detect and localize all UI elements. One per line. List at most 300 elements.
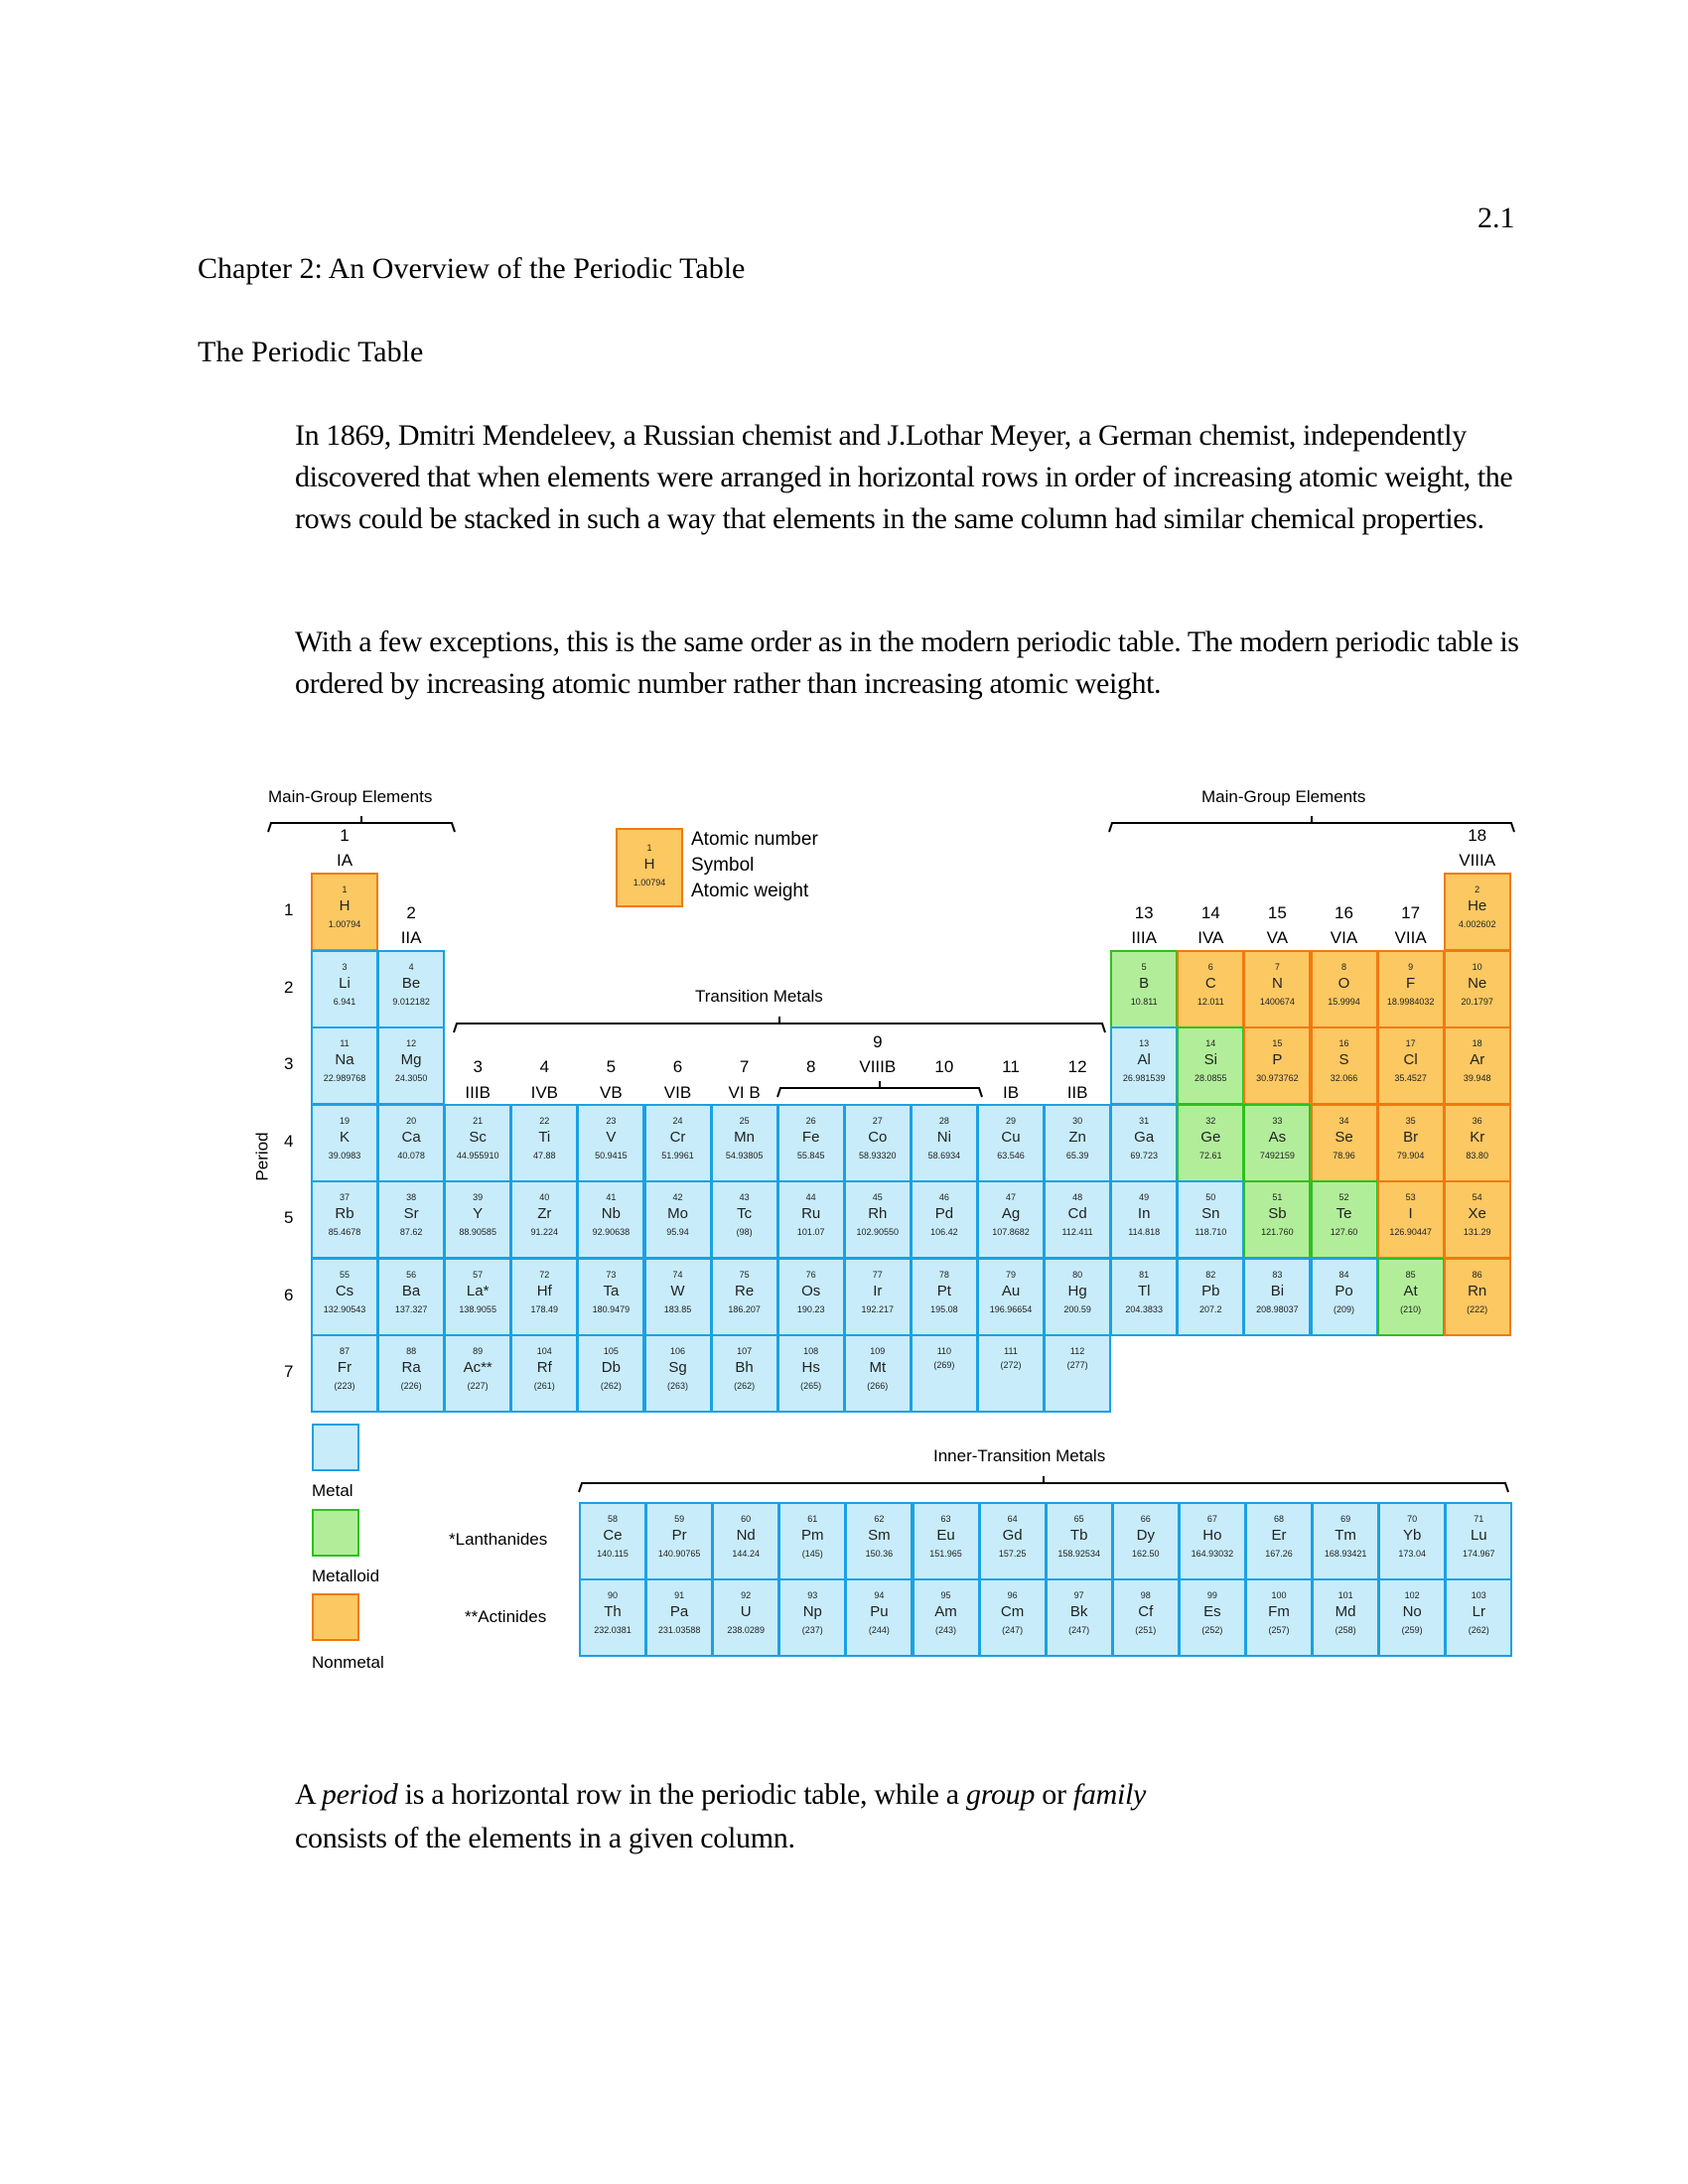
element-symbol: Mo bbox=[667, 1205, 688, 1222]
element-cell bbox=[579, 1578, 646, 1657]
atomic-number: 103 bbox=[1471, 1590, 1486, 1600]
key-label-symbol: Symbol bbox=[691, 855, 755, 876]
atomic-weight: (226) bbox=[400, 1381, 422, 1391]
atomic-weight: 39.948 bbox=[1463, 1073, 1491, 1083]
element-symbol: Rn bbox=[1468, 1282, 1487, 1299]
atomic-weight: 232.0381 bbox=[594, 1625, 632, 1635]
atomic-number: 23 bbox=[606, 1115, 617, 1126]
atomic-number: 80 bbox=[1072, 1269, 1083, 1280]
paragraph-modern-order: With a few exceptions, this is the same order as in the modern periodic table. The modern periodic table is ordered by increasing atomic number rather than increasing atomic weight. bbox=[295, 625, 1519, 700]
element-symbol: Dy bbox=[1136, 1527, 1155, 1544]
group-number: 1 bbox=[340, 826, 350, 845]
element-symbol: Co bbox=[868, 1128, 888, 1146]
legend-metal-swatch bbox=[312, 1424, 359, 1471]
atomic-number: 110 bbox=[936, 1346, 952, 1356]
element-cell bbox=[844, 1104, 912, 1182]
atomic-weight: (261) bbox=[533, 1381, 555, 1391]
atomic-number: 68 bbox=[1273, 1514, 1284, 1524]
element-cell bbox=[777, 1258, 845, 1336]
element-cell bbox=[311, 873, 378, 951]
atomic-weight: 1400674 bbox=[1259, 996, 1295, 1007]
group-number: 7 bbox=[739, 1057, 750, 1076]
group-roman-label: IIIB bbox=[465, 1083, 491, 1102]
atomic-weight: 47.88 bbox=[533, 1150, 556, 1160]
atomic-weight: 9.012182 bbox=[392, 996, 430, 1007]
atomic-number: 15 bbox=[1272, 1038, 1283, 1048]
element-cell bbox=[311, 1334, 378, 1413]
element-symbol: No bbox=[1402, 1603, 1422, 1620]
page-number: 2.1 bbox=[1477, 202, 1515, 234]
atomic-weight: 140.115 bbox=[597, 1549, 629, 1559]
group-roman-label: VIIA bbox=[1394, 928, 1427, 947]
element-cell bbox=[577, 1258, 644, 1336]
atomic-number: 22 bbox=[539, 1115, 550, 1126]
atomic-weight: (210) bbox=[1400, 1303, 1422, 1314]
atomic-weight: 87.62 bbox=[399, 1227, 423, 1237]
atomic-number: 88 bbox=[406, 1346, 417, 1356]
legend-metalloid-label: Metalloid bbox=[312, 1567, 380, 1585]
atomic-number: 66 bbox=[1140, 1514, 1151, 1524]
element-cell bbox=[1046, 1578, 1113, 1657]
element-symbol: Cd bbox=[1067, 1205, 1087, 1222]
atomic-number: 78 bbox=[938, 1269, 949, 1280]
atomic-weight: (262) bbox=[600, 1381, 622, 1391]
atomic-weight: 162.50 bbox=[1132, 1549, 1160, 1559]
atomic-weight: 55.845 bbox=[796, 1150, 825, 1160]
atomic-weight: 20.1797 bbox=[1461, 996, 1493, 1007]
element-cell bbox=[311, 1258, 378, 1336]
atomic-weight: (243) bbox=[934, 1625, 956, 1635]
element-cell bbox=[1110, 1104, 1178, 1182]
element-cell bbox=[444, 1258, 511, 1336]
atomic-number: 102 bbox=[1404, 1590, 1420, 1600]
atomic-number: 56 bbox=[406, 1269, 417, 1280]
group-number: 17 bbox=[1401, 903, 1421, 922]
element-cell bbox=[1377, 1258, 1445, 1336]
element-cell bbox=[1445, 1502, 1512, 1580]
element-symbol: Fe bbox=[801, 1128, 820, 1146]
atomic-number: 14 bbox=[1205, 1038, 1216, 1048]
atomic-weight: (263) bbox=[666, 1381, 688, 1391]
element-cell bbox=[311, 1026, 378, 1105]
group-roman-label: VA bbox=[1266, 928, 1289, 947]
element-symbol: Rb bbox=[335, 1205, 354, 1222]
atomic-number: 108 bbox=[803, 1346, 819, 1356]
paragraph-period-definition bbox=[295, 1773, 1146, 1860]
element-cell bbox=[444, 1180, 511, 1259]
atomic-number: 85 bbox=[1405, 1269, 1416, 1280]
element-cell bbox=[1112, 1578, 1180, 1657]
atomic-number: 35 bbox=[1405, 1115, 1416, 1126]
group-number: 6 bbox=[672, 1057, 683, 1076]
atomic-weight: (258) bbox=[1335, 1625, 1356, 1635]
element-cell bbox=[1046, 1502, 1113, 1580]
group-roman-label: VI B bbox=[728, 1083, 761, 1102]
element-cell bbox=[778, 1502, 846, 1580]
atomic-weight: (265) bbox=[800, 1381, 822, 1391]
atomic-weight: 208.98037 bbox=[1256, 1303, 1299, 1314]
atomic-weight: 12.011 bbox=[1196, 996, 1224, 1007]
atomic-number: 29 bbox=[1005, 1115, 1016, 1126]
group-roman-label: IVB bbox=[530, 1083, 558, 1102]
atomic-weight: 28.0855 bbox=[1195, 1073, 1227, 1083]
element-symbol: Ne bbox=[1468, 974, 1487, 992]
element-cell bbox=[644, 1334, 712, 1413]
group-roman-label: IVA bbox=[1197, 928, 1224, 947]
element-cell bbox=[778, 1578, 846, 1657]
atomic-number: 34 bbox=[1338, 1115, 1349, 1126]
atomic-number: 16 bbox=[1338, 1038, 1349, 1048]
element-symbol: Na bbox=[335, 1051, 354, 1068]
atomic-weight: 30.973762 bbox=[1256, 1073, 1299, 1083]
element-cell bbox=[1044, 1258, 1111, 1336]
element-cell bbox=[311, 950, 378, 1028]
atomic-weight: 101.07 bbox=[796, 1227, 825, 1237]
atomic-number: 112 bbox=[1069, 1346, 1085, 1356]
term-period: period bbox=[321, 1778, 398, 1811]
element-symbol: Cr bbox=[669, 1128, 686, 1146]
element-symbol: Tc bbox=[737, 1205, 753, 1222]
atomic-number: 86 bbox=[1472, 1269, 1482, 1280]
atomic-weight: (145) bbox=[801, 1549, 823, 1559]
atomic-weight: 1.00794 bbox=[328, 919, 361, 929]
atomic-number: 89 bbox=[473, 1346, 484, 1356]
atomic-number: 30 bbox=[1072, 1115, 1083, 1126]
element-cell bbox=[1243, 1258, 1311, 1336]
element-cell bbox=[311, 1104, 378, 1182]
group-number: 5 bbox=[606, 1057, 617, 1076]
element-cell bbox=[1311, 1026, 1378, 1105]
element-symbol: Sr bbox=[403, 1205, 419, 1222]
atomic-number: 25 bbox=[739, 1115, 750, 1126]
element-symbol: Ce bbox=[603, 1527, 623, 1544]
period-number: 3 bbox=[284, 1054, 294, 1073]
element-symbol: Yb bbox=[1403, 1527, 1422, 1544]
element-symbol: Ti bbox=[538, 1128, 551, 1146]
element-symbol: Bh bbox=[735, 1359, 754, 1376]
element-cell bbox=[1044, 1104, 1111, 1182]
atomic-number: 21 bbox=[473, 1115, 484, 1126]
atomic-weight: 180.9479 bbox=[592, 1303, 631, 1314]
atomic-weight: 200.59 bbox=[1063, 1303, 1091, 1314]
bracket-transition bbox=[454, 1017, 1105, 1032]
atomic-number: 46 bbox=[938, 1192, 949, 1202]
atomic-number: 18 bbox=[1472, 1038, 1482, 1048]
element-symbol: Ac** bbox=[463, 1359, 492, 1376]
element-cell bbox=[577, 1104, 644, 1182]
atomic-number: 50 bbox=[1205, 1192, 1216, 1202]
element-cell bbox=[911, 1104, 978, 1182]
atomic-weight: 58.93320 bbox=[859, 1150, 897, 1160]
element-cell bbox=[1312, 1502, 1379, 1580]
element-symbol: Pr bbox=[671, 1527, 687, 1544]
element-cell bbox=[1377, 1180, 1445, 1259]
element-cell bbox=[1378, 1578, 1446, 1657]
group-number: 18 bbox=[1468, 826, 1487, 845]
element-symbol: P bbox=[1272, 1051, 1283, 1068]
element-symbol: Th bbox=[604, 1603, 622, 1620]
element-symbol: Xe bbox=[1468, 1205, 1486, 1222]
atomic-weight: 167.26 bbox=[1265, 1549, 1293, 1559]
atomic-weight: (209) bbox=[1333, 1303, 1354, 1314]
atomic-number: 49 bbox=[1139, 1192, 1150, 1202]
term-group: group bbox=[966, 1778, 1036, 1811]
atomic-weight: 112.411 bbox=[1061, 1227, 1093, 1237]
atomic-number: 74 bbox=[672, 1269, 683, 1280]
element-symbol: B bbox=[1139, 974, 1150, 992]
atomic-weight: 32.066 bbox=[1330, 1073, 1358, 1083]
atomic-weight: 151.965 bbox=[929, 1549, 962, 1559]
element-symbol: Cl bbox=[1403, 1051, 1418, 1068]
element-symbol: Md bbox=[1335, 1603, 1356, 1620]
element-cell bbox=[711, 1104, 778, 1182]
period-number: 4 bbox=[284, 1131, 294, 1151]
atomic-number: 4 bbox=[408, 961, 414, 972]
atomic-weight: 126.90447 bbox=[1389, 1227, 1432, 1237]
element-symbol: Eu bbox=[936, 1527, 955, 1544]
atomic-weight: 95.94 bbox=[666, 1227, 689, 1237]
atomic-weight: 4.002602 bbox=[1458, 919, 1496, 929]
atomic-number: 43 bbox=[739, 1192, 750, 1202]
atomic-weight: 10.811 bbox=[1130, 996, 1158, 1007]
element-cell bbox=[510, 1104, 578, 1182]
element-symbol: Ar bbox=[1470, 1051, 1485, 1068]
element-cell bbox=[1177, 1258, 1244, 1336]
atomic-number: 107 bbox=[737, 1346, 753, 1356]
element-symbol: Nd bbox=[736, 1527, 756, 1544]
atomic-number: 47 bbox=[1005, 1192, 1016, 1202]
atomic-weight: 22.989768 bbox=[323, 1073, 366, 1083]
atomic-weight: 144.24 bbox=[732, 1549, 760, 1559]
group-number: 14 bbox=[1200, 903, 1220, 922]
atomic-number: 5 bbox=[1141, 961, 1147, 972]
atomic-number: 101 bbox=[1337, 1590, 1353, 1600]
atomic-number: 19 bbox=[339, 1115, 350, 1126]
element-cell bbox=[711, 1334, 778, 1413]
element-symbol: Ga bbox=[1134, 1128, 1155, 1146]
element-symbol: Po bbox=[1335, 1282, 1353, 1299]
group-roman-label: IA bbox=[336, 851, 353, 870]
section-title: The Periodic Table bbox=[198, 336, 424, 368]
element-symbol: Hs bbox=[801, 1359, 820, 1376]
element-cell bbox=[1110, 1258, 1178, 1336]
atomic-number: 26 bbox=[805, 1115, 816, 1126]
element-cell bbox=[1444, 1026, 1511, 1105]
atomic-weight: 138.9055 bbox=[459, 1303, 496, 1314]
element-cell bbox=[1311, 950, 1378, 1028]
atomic-number: 77 bbox=[872, 1269, 883, 1280]
atomic-weight: 102.90550 bbox=[856, 1227, 900, 1237]
atomic-weight: 157.25 bbox=[998, 1549, 1027, 1559]
atomic-number: 39 bbox=[473, 1192, 484, 1202]
atomic-number: 84 bbox=[1338, 1269, 1349, 1280]
atomic-weight: 107.8682 bbox=[992, 1227, 1030, 1237]
element-cell bbox=[577, 1180, 644, 1259]
element-symbol: Zn bbox=[1068, 1128, 1086, 1146]
element-symbol: Tm bbox=[1335, 1527, 1356, 1544]
element-cell bbox=[1311, 1104, 1378, 1182]
atomic-weight: (277) bbox=[1066, 1360, 1088, 1370]
atomic-number: 31 bbox=[1139, 1115, 1150, 1126]
atomic-number: 3 bbox=[342, 961, 348, 972]
element-cell bbox=[1110, 950, 1178, 1028]
atomic-weight: 132.90543 bbox=[323, 1303, 366, 1314]
heading-inner-transition-metals: Inner-Transition Metals bbox=[933, 1446, 1106, 1465]
element-symbol: O bbox=[1337, 974, 1350, 992]
element-symbol: Tb bbox=[1069, 1527, 1088, 1544]
group-number: 3 bbox=[473, 1057, 483, 1076]
period-number: 6 bbox=[284, 1285, 294, 1304]
element-symbol: Rh bbox=[868, 1205, 888, 1222]
element-cell bbox=[377, 1104, 445, 1182]
atomic-weight: 192.217 bbox=[861, 1303, 895, 1314]
atomic-weight: 164.93032 bbox=[1191, 1549, 1234, 1559]
element-symbol: Sm bbox=[868, 1527, 891, 1544]
group-roman-label: IB bbox=[1002, 1083, 1020, 1102]
atomic-weight: 207.2 bbox=[1199, 1303, 1222, 1314]
heading-transition-metals: Transition Metals bbox=[695, 987, 823, 1006]
para3-text-3: or bbox=[1035, 1778, 1073, 1811]
group-roman-label: VB bbox=[600, 1083, 623, 1102]
atomic-number: 100 bbox=[1271, 1590, 1287, 1600]
element-cell bbox=[911, 1258, 978, 1336]
element-symbol: Fm bbox=[1268, 1603, 1290, 1620]
atomic-weight: 88.90585 bbox=[459, 1227, 496, 1237]
atomic-number: 55 bbox=[339, 1269, 350, 1280]
atomic-number: 8 bbox=[1340, 961, 1346, 972]
atomic-number: 62 bbox=[874, 1514, 885, 1524]
key-label-atomic-number: Atomic number bbox=[691, 829, 818, 850]
group-roman-label: VIIIA bbox=[1459, 851, 1496, 870]
element-symbol: At bbox=[1403, 1282, 1418, 1299]
para3-text-1: A bbox=[295, 1778, 322, 1811]
atomic-number: 94 bbox=[874, 1590, 885, 1600]
element-symbol: Ba bbox=[401, 1282, 421, 1299]
atomic-weight: (269) bbox=[933, 1360, 955, 1370]
atomic-weight: 72.61 bbox=[1199, 1150, 1222, 1160]
element-cell bbox=[1110, 1026, 1178, 1105]
element-cell bbox=[644, 1258, 712, 1336]
atomic-weight: (259) bbox=[1401, 1625, 1423, 1635]
group-number: 2 bbox=[406, 903, 416, 922]
element-symbol: Au bbox=[1001, 1282, 1021, 1299]
atomic-number: 63 bbox=[940, 1514, 951, 1524]
element-cell bbox=[510, 1258, 578, 1336]
atomic-number: 109 bbox=[870, 1346, 886, 1356]
atomic-number: 106 bbox=[669, 1346, 686, 1356]
atomic-weight: (262) bbox=[734, 1381, 756, 1391]
atomic-weight: (237) bbox=[801, 1625, 823, 1635]
element-symbol: Pm bbox=[801, 1527, 824, 1544]
element-symbol: U bbox=[740, 1603, 752, 1620]
atomic-weight: 39.0983 bbox=[328, 1150, 361, 1160]
atomic-number: 104 bbox=[536, 1346, 552, 1356]
atomic-weight: 121.760 bbox=[1261, 1227, 1294, 1237]
period-number: 1 bbox=[284, 900, 294, 919]
element-cell bbox=[1377, 1026, 1445, 1105]
element-cell bbox=[712, 1578, 779, 1657]
atomic-weight: 79.904 bbox=[1396, 1150, 1425, 1160]
element-symbol: Pa bbox=[669, 1603, 689, 1620]
atomic-number: 67 bbox=[1206, 1514, 1217, 1524]
element-symbol: W bbox=[670, 1282, 685, 1299]
element-symbol: Pu bbox=[870, 1603, 889, 1620]
element-symbol: Gd bbox=[1002, 1527, 1023, 1544]
atomic-weight: (252) bbox=[1201, 1625, 1223, 1635]
atomic-number: 76 bbox=[805, 1269, 816, 1280]
element-symbol: H bbox=[339, 897, 351, 914]
atomic-number: 81 bbox=[1139, 1269, 1150, 1280]
element-symbol: Mt bbox=[869, 1359, 887, 1376]
atomic-number: 105 bbox=[603, 1346, 619, 1356]
element-cell bbox=[979, 1578, 1047, 1657]
atomic-weight: 24.3050 bbox=[394, 1073, 428, 1083]
element-cell bbox=[1444, 873, 1511, 951]
element-cell bbox=[777, 1180, 845, 1259]
atomic-number: 69 bbox=[1340, 1514, 1351, 1524]
element-cell bbox=[510, 1334, 578, 1413]
element-symbol: Cs bbox=[335, 1282, 354, 1299]
element-cell bbox=[911, 1180, 978, 1259]
element-cell bbox=[845, 1502, 913, 1580]
group-number: 8 bbox=[805, 1057, 816, 1076]
legend-metalloid-swatch bbox=[312, 1509, 359, 1557]
element-symbol: Db bbox=[601, 1359, 621, 1376]
lanthanides-label: *Lanthanides bbox=[449, 1530, 548, 1549]
element-cell bbox=[1179, 1502, 1246, 1580]
atomic-weight: 35.4527 bbox=[1394, 1073, 1427, 1083]
element-symbol: Ag bbox=[1001, 1205, 1021, 1222]
atomic-number: 27 bbox=[872, 1115, 883, 1126]
element-cell bbox=[1177, 1104, 1244, 1182]
atomic-number: 61 bbox=[807, 1514, 818, 1524]
atomic-weight: 174.967 bbox=[1463, 1549, 1495, 1559]
element-cell bbox=[645, 1502, 713, 1580]
atomic-number: 33 bbox=[1272, 1115, 1283, 1126]
actinides-label: **Actinides bbox=[465, 1607, 547, 1626]
atomic-number: 82 bbox=[1205, 1269, 1216, 1280]
atomic-number: 13 bbox=[1139, 1038, 1150, 1048]
atomic-weight: 78.96 bbox=[1333, 1150, 1355, 1160]
key-atomic-number: 1 bbox=[646, 843, 652, 853]
atomic-weight: 65.39 bbox=[1065, 1150, 1089, 1160]
atomic-number: 70 bbox=[1407, 1514, 1418, 1524]
atomic-number: 58 bbox=[607, 1514, 618, 1524]
element-cell bbox=[1243, 1180, 1311, 1259]
paragraph-history: In 1869, Dmitri Mendeleev, a Russian chemist and J.Lothar Meyer, a German chemist, independently discovered that when elements were arranged in horizontal rows in order of increasing atomic weight, the rows could be stacked in such a way that elements in the same column had similar chemical properties. bbox=[295, 419, 1513, 535]
element-symbol: Pt bbox=[936, 1282, 951, 1299]
group-number: 9 bbox=[873, 1032, 883, 1051]
element-cell bbox=[712, 1502, 779, 1580]
group-number: 16 bbox=[1335, 903, 1353, 922]
element-cell bbox=[1243, 1026, 1311, 1105]
atomic-number: 93 bbox=[807, 1590, 818, 1600]
atomic-weight: 196.96654 bbox=[989, 1303, 1033, 1314]
element-cell bbox=[913, 1578, 980, 1657]
element-cell bbox=[1044, 1180, 1111, 1259]
atomic-weight: 140.90765 bbox=[657, 1549, 701, 1559]
element-cell bbox=[1245, 1578, 1313, 1657]
element-cell bbox=[1243, 1104, 1311, 1182]
element-symbol: Mn bbox=[734, 1128, 756, 1146]
element-cell bbox=[1378, 1502, 1446, 1580]
element-symbol: Ca bbox=[401, 1128, 421, 1146]
atomic-weight: 63.546 bbox=[997, 1150, 1025, 1160]
element-cell bbox=[510, 1180, 578, 1259]
element-cell bbox=[311, 1180, 378, 1259]
element-cell bbox=[1444, 1180, 1511, 1259]
atomic-number: 71 bbox=[1474, 1514, 1484, 1524]
